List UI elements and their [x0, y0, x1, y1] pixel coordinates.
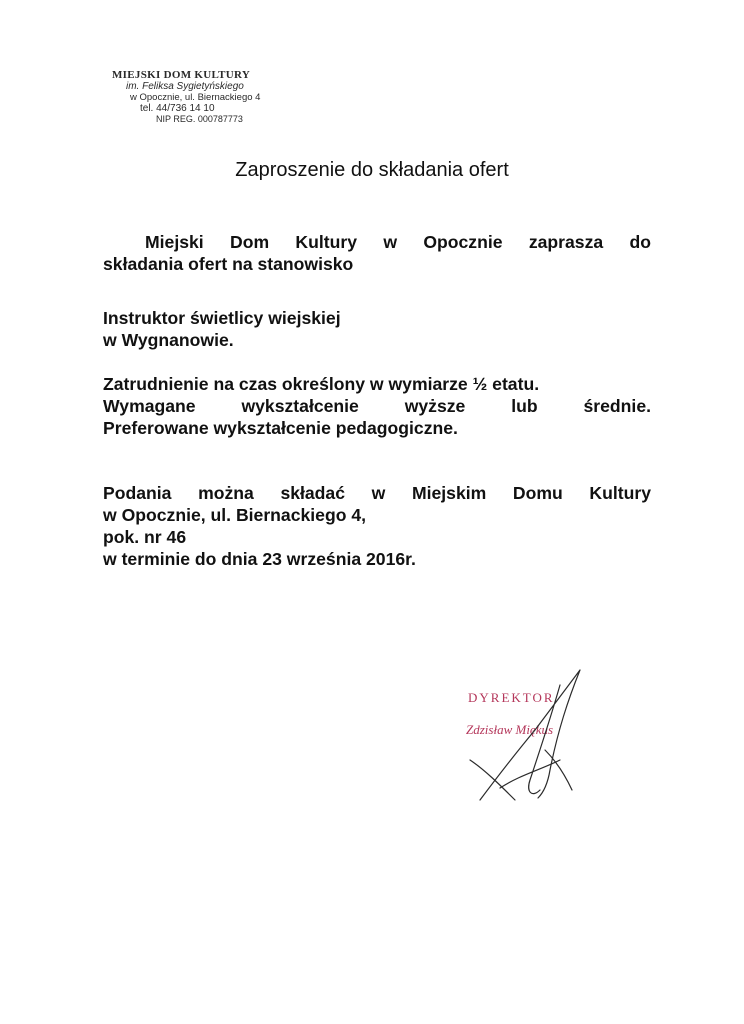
- signature-title: DYREKTOR: [468, 690, 555, 705]
- paragraph-line: w Opocznie, ul. Biernackiego 4,: [103, 505, 366, 525]
- stamp-line-5: NIP REG. 000787773: [156, 114, 243, 124]
- handwritten-signature-icon: [440, 660, 600, 810]
- letterhead-stamp: [112, 70, 282, 125]
- paragraph-line: składania ofert na stanowisko: [103, 254, 354, 274]
- paragraph-invitation: [103, 231, 651, 275]
- paragraph-line: Podania można składać w Miejskim Domu Kultury: [103, 483, 651, 503]
- paragraph-submission: [103, 482, 651, 570]
- paragraph-line: Instruktor świetlicy wiejskiej: [103, 308, 341, 328]
- paragraph-line: Zatrudnienie na czas określony w wymiarze ½ etatu.: [103, 374, 540, 394]
- paragraph-line: Wymagane wykształcenie wyższe lub średnie.: [103, 396, 651, 416]
- stamp-line-3: w Opocznie, ul. Biernackiego 4: [130, 92, 261, 103]
- paragraph-line: pok. nr 46: [103, 527, 187, 547]
- signature-name: Zdzisław Miękus: [466, 722, 554, 737]
- paragraph-line: w terminie do dnia 23 września 2016r.: [103, 549, 416, 569]
- paragraph-requirements: [103, 373, 651, 439]
- stamp-line-1: MIEJSKI DOM KULTURY: [112, 69, 251, 81]
- document-title: Zaproszenie do składania ofert: [235, 159, 509, 181]
- paragraph-line: Preferowane wykształcenie pedagogiczne.: [103, 418, 458, 438]
- paragraph-line: w Wygnanowie.: [103, 330, 234, 350]
- paragraph-position: [103, 307, 651, 351]
- paragraph-line: Miejski Dom Kultury w Opocznie zaprasza do: [145, 232, 651, 252]
- stamp-line-4: tel. 44/736 14 10: [140, 103, 215, 114]
- stamp-line-2: im. Feliksa Sygietyńskiego: [126, 81, 244, 92]
